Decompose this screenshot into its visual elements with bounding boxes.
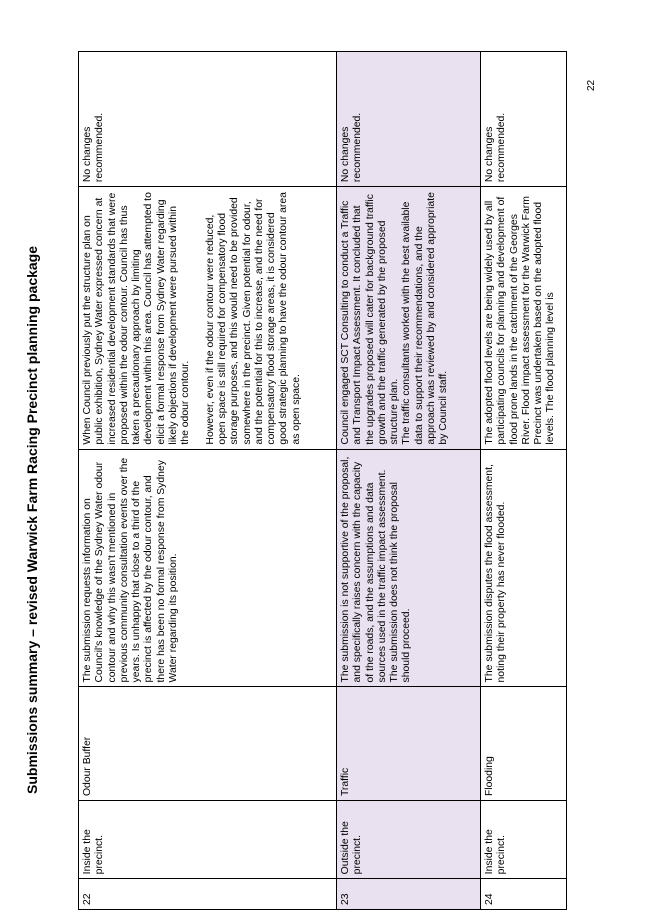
table-row [79, 52, 337, 910]
submission-theme: Odour Buffer [79, 687, 337, 801]
document-title: Submissions summary – revised Warwick Farm Racing Precinct planning package [24, 245, 40, 794]
council-response-paragraph: The adopted flood levels are being widely used by all participating councils for planning and development of flood prone lands in the catchment of the Georges River. Flood impact assessment for the Warwick Farm Precinct was undertaken based on the adopted flood levels. The flood planning level is [484, 196, 557, 445]
submission-summary: The submission requests information on Council's knowledge of the Sydney Water odour contour and why this wasn't mentioned in previous community consultation events over the years. Is unhappy that close to a third of the precinct is affected by the odour contour, and there has been no formal response from Sydney Water regarding its position. [79, 449, 337, 687]
submission-number: 22 [79, 879, 337, 910]
table-row [481, 52, 567, 910]
council-response [481, 187, 567, 449]
submitter-location: Outside the precinct. [337, 801, 481, 879]
recommendation: No changes recommended. [79, 52, 337, 187]
submission-summary: The submission disputes the flood assessment, noting their property has never flooded. [481, 449, 567, 687]
council-response-paragraph: When Council previously put the structure plan on public exhibition, Sydney Water expressed concern at increased residential development standards that were proposed within the odour contour. Council has thus taken a precautionary approach by limiting development within this area. Council has attempted to elicit a formal response from Sydney Water regarding likely objections if development were pursued within the odour contour. [82, 192, 192, 445]
submission-theme: Traffic [337, 687, 481, 801]
table-row [337, 52, 481, 910]
council-response-paragraph: Council engaged SCT Consulting to conduct a Traffic and Transport Impact Assessment. It concluded that the upgrades proposed will cater for background traffic growth and the traffic generated by the proposed structure plan. The traffic consultants worked with the best available data to support their recommendations, and the approach was reviewed by and considered appropriate by Council staff. [340, 192, 450, 445]
page-number: 22 [586, 79, 597, 91]
submission-number: 23 [337, 879, 481, 910]
council-response-paragraph: However, even if the odour contour were reduced, open space is still required for compensatory flood storage purposes, and this would need to be provided somewhere in the precinct. Given potential for odour, and the potential for this to increase, and the need for compensatory flood storage areas, it is considered good strategic planning to have the odour contour area as open space. [204, 192, 302, 445]
recommendation: No changes recommended. [481, 52, 567, 187]
submitter-location: Inside the precinct. [79, 801, 337, 879]
submissions-table [78, 51, 567, 910]
submission-summary: The submission is not supportive of the proposal, and specifically raises concern with the capacity of the roads, and the assumptions and data sources used in the traffic impact assessment. The submission does not think the proposal should proceed. [337, 449, 481, 687]
recommendation: No changes recommended. [337, 52, 481, 187]
council-response [79, 187, 337, 449]
submitter-location: Inside the precinct. [481, 801, 567, 879]
submission-number: 24 [481, 879, 567, 910]
council-response [337, 187, 481, 449]
submission-theme: Flooding [481, 687, 567, 801]
